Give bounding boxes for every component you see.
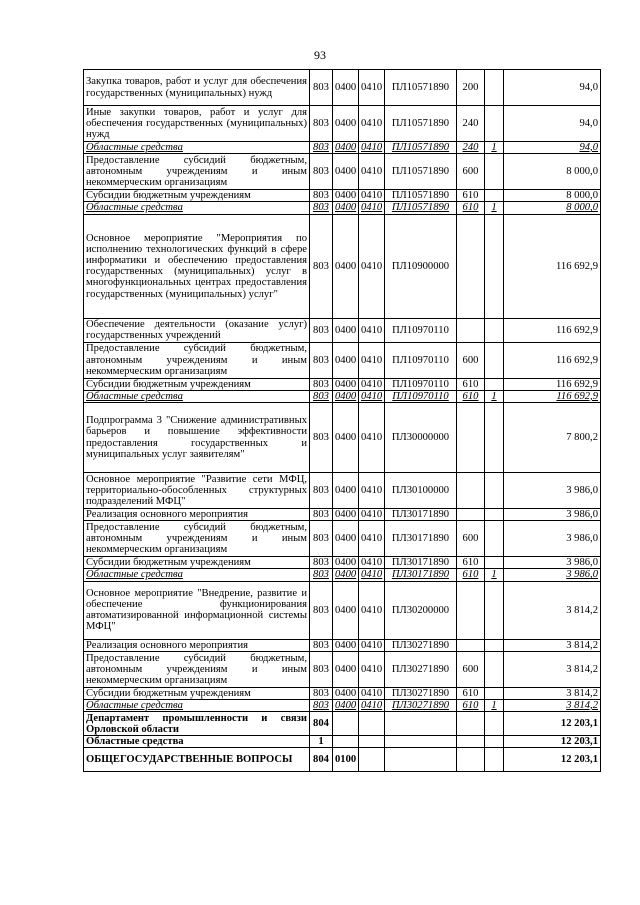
row-name: Подпрограмма 3 "Снижение административных барьеров и повышение эффективности предоставления государственных и муниципальных услуг заявителям" xyxy=(84,403,310,473)
row-subsection-code: 0410 xyxy=(359,106,385,142)
row-subsection-code: 0410 xyxy=(359,214,385,318)
row-name: Областные средства xyxy=(84,569,310,581)
row-name: Закупка товаров, работ и услуг для обеспечения государственных (муниципальных) нужд xyxy=(84,70,310,106)
row-name: Субсидии бюджетным учреждениям xyxy=(84,190,310,202)
row-section-code: 0400 xyxy=(333,639,359,651)
row-amount: 3 814,2 xyxy=(504,639,601,651)
row-ved-code: 803 xyxy=(310,190,333,202)
row-subsection-code: 0410 xyxy=(359,700,385,712)
row-target-article: ПЛ10970110 xyxy=(385,342,457,378)
row-funding-source xyxy=(485,509,504,521)
row-amount: 3 986,0 xyxy=(504,509,601,521)
row-amount: 116 692,9 xyxy=(504,390,601,402)
row-name: Областные средства xyxy=(84,142,310,154)
row-section-code: 0400 xyxy=(333,557,359,569)
row-expense-type xyxy=(457,581,485,639)
table-row xyxy=(84,190,601,202)
row-amount: 8 000,0 xyxy=(504,154,601,190)
row-ved-code: 804 xyxy=(310,748,333,772)
row-section-code: 0400 xyxy=(333,390,359,402)
row-amount: 8 000,0 xyxy=(504,190,601,202)
row-amount: 116 692,9 xyxy=(504,318,601,342)
row-ved-code: 803 xyxy=(310,390,333,402)
row-ved-code: 803 xyxy=(310,214,333,318)
row-amount: 8 000,0 xyxy=(504,202,601,214)
row-section-code: 0400 xyxy=(333,509,359,521)
row-name: Обеспечение деятельности (оказание услуг) государственных учреждений xyxy=(84,318,310,342)
row-expense-type: 610 xyxy=(457,378,485,390)
row-funding-source xyxy=(485,521,504,557)
budget-table xyxy=(83,69,601,772)
row-ved-code: 803 xyxy=(310,569,333,581)
row-section-code: 0400 xyxy=(333,700,359,712)
row-funding-source xyxy=(485,318,504,342)
row-funding-source xyxy=(485,581,504,639)
row-funding-source xyxy=(485,214,504,318)
row-amount: 94,0 xyxy=(504,70,601,106)
row-target-article: ПЛ30171890 xyxy=(385,569,457,581)
row-target-article: ПЛ30171890 xyxy=(385,521,457,557)
row-subsection-code: 0410 xyxy=(359,318,385,342)
row-subsection-code: 0410 xyxy=(359,202,385,214)
row-target-article: ПЛ30271890 xyxy=(385,639,457,651)
row-amount: 116 692,9 xyxy=(504,378,601,390)
row-name: Предоставление субсидий бюджетным, автономным учреждениям и иным некоммерческим организациям xyxy=(84,154,310,190)
row-ved-code: 803 xyxy=(310,639,333,651)
row-funding-source: 1 xyxy=(485,202,504,214)
row-ved-code: 803 xyxy=(310,700,333,712)
row-section-code: 0400 xyxy=(333,687,359,699)
row-name: Предоставление субсидий бюджетным, автономным учреждениям и иным некоммерческим организациям xyxy=(84,651,310,687)
row-subsection-code: 0410 xyxy=(359,473,385,509)
row-funding-source: 1 xyxy=(485,569,504,581)
row-funding-source xyxy=(485,378,504,390)
row-target-article: ПЛ10571890 xyxy=(385,106,457,142)
row-amount: 12 203,1 xyxy=(504,736,601,748)
row-amount: 3 814,2 xyxy=(504,651,601,687)
row-expense-type xyxy=(457,748,485,772)
table-row xyxy=(84,700,601,712)
row-name: Предоставление субсидий бюджетным, автономным учреждениям и иным некоммерческим организациям xyxy=(84,342,310,378)
row-expense-type xyxy=(457,403,485,473)
row-target-article: ПЛ30171890 xyxy=(385,509,457,521)
row-subsection-code: 0410 xyxy=(359,190,385,202)
row-funding-source xyxy=(485,190,504,202)
row-expense-type xyxy=(457,509,485,521)
row-section-code: 0400 xyxy=(333,190,359,202)
row-target-article: ПЛ30271890 xyxy=(385,651,457,687)
row-target-article: ПЛ10970110 xyxy=(385,390,457,402)
row-target-article xyxy=(385,736,457,748)
row-section-code: 0400 xyxy=(333,70,359,106)
row-subsection-code: 0410 xyxy=(359,403,385,473)
row-expense-type xyxy=(457,639,485,651)
row-subsection-code xyxy=(359,736,385,748)
row-funding-source xyxy=(485,154,504,190)
row-subsection-code: 0410 xyxy=(359,390,385,402)
row-subsection-code: 0410 xyxy=(359,509,385,521)
row-amount: 3 986,0 xyxy=(504,521,601,557)
row-amount: 3 986,0 xyxy=(504,557,601,569)
row-amount: 12 203,1 xyxy=(504,748,601,772)
row-target-article: ПЛ30100000 xyxy=(385,473,457,509)
table-row xyxy=(84,202,601,214)
row-section-code: 0400 xyxy=(333,473,359,509)
row-expense-type xyxy=(457,318,485,342)
row-section-code: 0400 xyxy=(333,106,359,142)
row-expense-type: 610 xyxy=(457,390,485,402)
budget-table-body xyxy=(84,70,601,772)
row-expense-type: 240 xyxy=(457,106,485,142)
row-target-article: ПЛ30000000 xyxy=(385,403,457,473)
row-ved-code: 803 xyxy=(310,154,333,190)
table-row xyxy=(84,106,601,142)
row-section-code: 0100 xyxy=(333,748,359,772)
row-expense-type: 610 xyxy=(457,557,485,569)
row-amount: 7 800,2 xyxy=(504,403,601,473)
row-funding-source xyxy=(485,473,504,509)
row-subsection-code xyxy=(359,712,385,736)
row-funding-source xyxy=(485,736,504,748)
row-target-article: ПЛ10571890 xyxy=(385,142,457,154)
row-subsection-code: 0410 xyxy=(359,70,385,106)
row-ved-code: 803 xyxy=(310,473,333,509)
row-funding-source: 1 xyxy=(485,390,504,402)
row-funding-source xyxy=(485,639,504,651)
row-expense-type: 600 xyxy=(457,154,485,190)
row-ved-code: 803 xyxy=(310,142,333,154)
row-funding-source xyxy=(485,106,504,142)
row-ved-code: 803 xyxy=(310,378,333,390)
row-section-code: 0400 xyxy=(333,342,359,378)
row-section-code: 0400 xyxy=(333,403,359,473)
row-ved-code: 803 xyxy=(310,521,333,557)
row-section-code xyxy=(333,736,359,748)
row-name: Основное мероприятие "Развитие сети МФЦ, территориально-обособленных структурных подразделений МФЦ" xyxy=(84,473,310,509)
row-ved-code: 803 xyxy=(310,202,333,214)
row-funding-source: 1 xyxy=(485,700,504,712)
row-funding-source xyxy=(485,651,504,687)
row-subsection-code: 0410 xyxy=(359,569,385,581)
row-section-code xyxy=(333,712,359,736)
row-expense-type: 610 xyxy=(457,569,485,581)
row-name: Реализация основного мероприятия xyxy=(84,639,310,651)
table-row xyxy=(84,70,601,106)
row-name: Департамент промышленности и связи Орловской области xyxy=(84,712,310,736)
row-target-article: ПЛ10970110 xyxy=(385,378,457,390)
row-ved-code: 803 xyxy=(310,106,333,142)
table-row xyxy=(84,473,601,509)
row-section-code: 0400 xyxy=(333,214,359,318)
row-expense-type: 240 xyxy=(457,142,485,154)
row-funding-source xyxy=(485,687,504,699)
table-row xyxy=(84,651,601,687)
row-name: Основное мероприятие "Мероприятия по исполнению технологических функций в сфере информатики и обеспечению предоставления государственных (муниципальных) услуг в многофункциональных центрах предоставления государственных (муниципальных) услуг" xyxy=(84,214,310,318)
row-ved-code: 804 xyxy=(310,712,333,736)
row-expense-type: 200 xyxy=(457,70,485,106)
row-funding-source xyxy=(485,403,504,473)
table-row xyxy=(84,142,601,154)
row-amount: 3 814,2 xyxy=(504,687,601,699)
row-name: Областные средства xyxy=(84,390,310,402)
row-target-article: ПЛ10571890 xyxy=(385,202,457,214)
row-ved-code: 803 xyxy=(310,342,333,378)
row-ved-code: 803 xyxy=(310,509,333,521)
row-name: ОБЩЕГОСУДАРСТВЕННЫЕ ВОПРОСЫ xyxy=(84,748,310,772)
row-target-article xyxy=(385,712,457,736)
row-subsection-code: 0410 xyxy=(359,639,385,651)
row-subsection-code xyxy=(359,748,385,772)
row-section-code: 0400 xyxy=(333,154,359,190)
row-ved-code: 803 xyxy=(310,318,333,342)
row-target-article: ПЛ10571890 xyxy=(385,70,457,106)
row-section-code: 0400 xyxy=(333,569,359,581)
row-name: Субсидии бюджетным учреждениям xyxy=(84,557,310,569)
table-row xyxy=(84,581,601,639)
table-row xyxy=(84,154,601,190)
table-row xyxy=(84,521,601,557)
row-ved-code: 803 xyxy=(310,687,333,699)
row-target-article: ПЛ30200000 xyxy=(385,581,457,639)
row-name: Областные средства xyxy=(84,202,310,214)
row-amount: 3 814,2 xyxy=(504,581,601,639)
table-row xyxy=(84,214,601,318)
row-subsection-code: 0410 xyxy=(359,557,385,569)
row-ved-code: 803 xyxy=(310,651,333,687)
row-section-code: 0400 xyxy=(333,318,359,342)
row-target-article: ПЛ30171890 xyxy=(385,557,457,569)
row-name: Субсидии бюджетным учреждениям xyxy=(84,378,310,390)
row-name: Реализация основного мероприятия xyxy=(84,509,310,521)
table-row xyxy=(84,403,601,473)
row-target-article xyxy=(385,748,457,772)
row-subsection-code: 0410 xyxy=(359,142,385,154)
table-row xyxy=(84,569,601,581)
row-section-code: 0400 xyxy=(333,202,359,214)
row-section-code: 0400 xyxy=(333,521,359,557)
table-row xyxy=(84,378,601,390)
row-expense-type: 610 xyxy=(457,190,485,202)
table-row xyxy=(84,687,601,699)
table-row xyxy=(84,748,601,772)
row-expense-type: 600 xyxy=(457,651,485,687)
row-amount: 116 692,9 xyxy=(504,214,601,318)
row-subsection-code: 0410 xyxy=(359,581,385,639)
row-section-code: 0400 xyxy=(333,142,359,154)
row-expense-type xyxy=(457,473,485,509)
table-row xyxy=(84,557,601,569)
row-ved-code: 803 xyxy=(310,70,333,106)
row-name: Областные средства xyxy=(84,700,310,712)
row-amount: 3 986,0 xyxy=(504,569,601,581)
row-target-article: ПЛ30271890 xyxy=(385,700,457,712)
table-row xyxy=(84,509,601,521)
table-row xyxy=(84,639,601,651)
row-section-code: 0400 xyxy=(333,581,359,639)
table-row xyxy=(84,712,601,736)
row-expense-type: 610 xyxy=(457,700,485,712)
row-subsection-code: 0410 xyxy=(359,651,385,687)
row-name: Субсидии бюджетным учреждениям xyxy=(84,687,310,699)
row-name: Областные средства xyxy=(84,736,310,748)
row-subsection-code: 0410 xyxy=(359,521,385,557)
row-ved-code: 803 xyxy=(310,581,333,639)
row-target-article: ПЛ10571890 xyxy=(385,154,457,190)
row-funding-source xyxy=(485,70,504,106)
row-expense-type: 600 xyxy=(457,342,485,378)
row-funding-source xyxy=(485,712,504,736)
row-amount: 3 814,2 xyxy=(504,700,601,712)
row-subsection-code: 0410 xyxy=(359,378,385,390)
table-row xyxy=(84,342,601,378)
row-amount: 116 692,9 xyxy=(504,342,601,378)
row-name: Предоставление субсидий бюджетным, автономным учреждениям и иным некоммерческим организациям xyxy=(84,521,310,557)
table-row xyxy=(84,390,601,402)
row-amount: 12 203,1 xyxy=(504,712,601,736)
row-name: Основное мероприятие "Внедрение, развитие и обеспечение функционирования автоматизированной информационной системы МФЦ" xyxy=(84,581,310,639)
row-expense-type: 610 xyxy=(457,687,485,699)
row-target-article: ПЛ10900000 xyxy=(385,214,457,318)
row-target-article: ПЛ30271890 xyxy=(385,687,457,699)
row-expense-type xyxy=(457,736,485,748)
row-subsection-code: 0410 xyxy=(359,687,385,699)
page-number: 93 xyxy=(314,48,326,62)
row-section-code: 0400 xyxy=(333,651,359,687)
row-expense-type xyxy=(457,712,485,736)
row-target-article: ПЛ10571890 xyxy=(385,190,457,202)
row-funding-source xyxy=(485,342,504,378)
row-section-code: 0400 xyxy=(333,378,359,390)
row-amount: 94,0 xyxy=(504,142,601,154)
row-funding-source: 1 xyxy=(485,142,504,154)
row-name: Иные закупки товаров, работ и услуг для обеспечения государственных (муниципальных) нужд xyxy=(84,106,310,142)
row-ved-code: 803 xyxy=(310,403,333,473)
row-ved-code: 1 xyxy=(310,736,333,748)
row-funding-source xyxy=(485,557,504,569)
table-row xyxy=(84,318,601,342)
row-amount: 94,0 xyxy=(504,106,601,142)
row-expense-type: 610 xyxy=(457,202,485,214)
row-target-article: ПЛ10970110 xyxy=(385,318,457,342)
row-ved-code: 803 xyxy=(310,557,333,569)
row-funding-source xyxy=(485,748,504,772)
row-subsection-code: 0410 xyxy=(359,154,385,190)
table-row xyxy=(84,736,601,748)
row-expense-type: 600 xyxy=(457,521,485,557)
row-subsection-code: 0410 xyxy=(359,342,385,378)
row-amount: 3 986,0 xyxy=(504,473,601,509)
row-expense-type xyxy=(457,214,485,318)
